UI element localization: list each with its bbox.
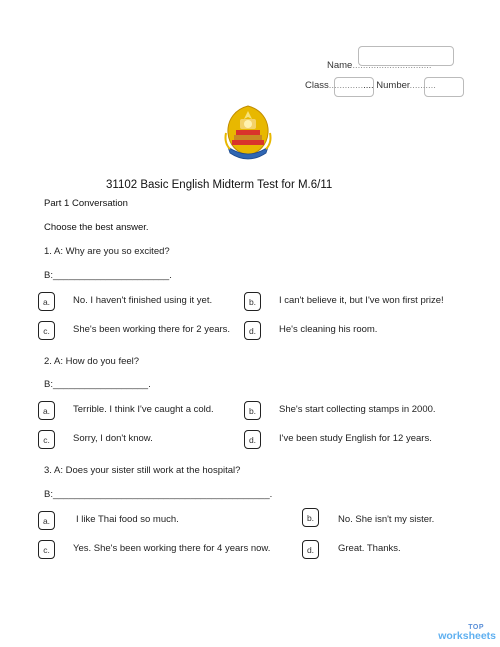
watermark-top: TOP <box>468 624 484 631</box>
q2-option-c-text: Sorry, I don't know. <box>73 433 153 444</box>
q3-option-a-box[interactable]: a. <box>38 511 55 530</box>
q2-option-c-box[interactable]: c. <box>38 430 55 449</box>
q1-option-d-text: He's cleaning his room. <box>279 324 378 335</box>
q2-option-b-box[interactable]: b. <box>244 401 261 420</box>
q2-option-d-text: I've been study English for 12 years. <box>279 433 432 444</box>
q1-option-b-text: I can't believe it, but I've won first prize! <box>279 295 444 306</box>
q3-option-c-text: Yes. She's been working there for 4 years now. <box>73 543 271 554</box>
q2-option-d-box[interactable]: d. <box>244 430 261 449</box>
question-2-answer-line: B:__________________. <box>44 379 151 390</box>
class-number-label: Class................. Number.......... <box>305 80 436 91</box>
q2-option-a-text: Terrible. I think I've caught a cold. <box>73 404 214 415</box>
question-2-prompt: 2. A: How do you feel? <box>44 356 140 367</box>
q2-option-a-box[interactable]: a. <box>38 401 55 420</box>
question-1-answer-line: B:______________________. <box>44 270 172 281</box>
q3-option-b-box[interactable]: b. <box>302 508 319 527</box>
q2-option-b-text: She's start collecting stamps in 2000. <box>279 404 436 415</box>
question-1-prompt: 1. A: Why are you so excited? <box>44 246 170 257</box>
watermark <box>434 624 496 642</box>
page-title: 31102 Basic English Midterm Test for M.6/11 <box>106 179 333 191</box>
q1-option-d-box[interactable]: d. <box>244 321 261 340</box>
q3-option-d-box[interactable]: d. <box>302 540 319 559</box>
q3-option-a-text: I like Thai food so much. <box>76 514 179 525</box>
q1-option-c-box[interactable]: c. <box>38 321 55 340</box>
q1-option-a-box[interactable]: a. <box>38 292 55 311</box>
q1-option-a-text: No. I haven't finished using it yet. <box>73 295 213 306</box>
school-emblem-icon <box>222 103 274 163</box>
question-3-answer-line: B:_________________________________________. <box>44 489 273 500</box>
q1-option-c-text: She's been working there for 2 years. <box>73 324 231 335</box>
watermark-main: worksheets <box>438 630 496 642</box>
q3-option-d-text: Great. Thanks. <box>338 543 401 554</box>
q3-option-c-box[interactable]: c. <box>38 540 55 559</box>
part-heading: Part 1 Conversation <box>44 198 128 209</box>
name-label: Name.............................. <box>327 60 432 71</box>
q1-option-b-box[interactable]: b. <box>244 292 261 311</box>
q3-option-b-text: No. She isn't my sister. <box>338 514 435 525</box>
question-3-prompt: 3. A: Does your sister still work at the hospital? <box>44 465 241 476</box>
instruction: Choose the best answer. <box>44 222 149 233</box>
